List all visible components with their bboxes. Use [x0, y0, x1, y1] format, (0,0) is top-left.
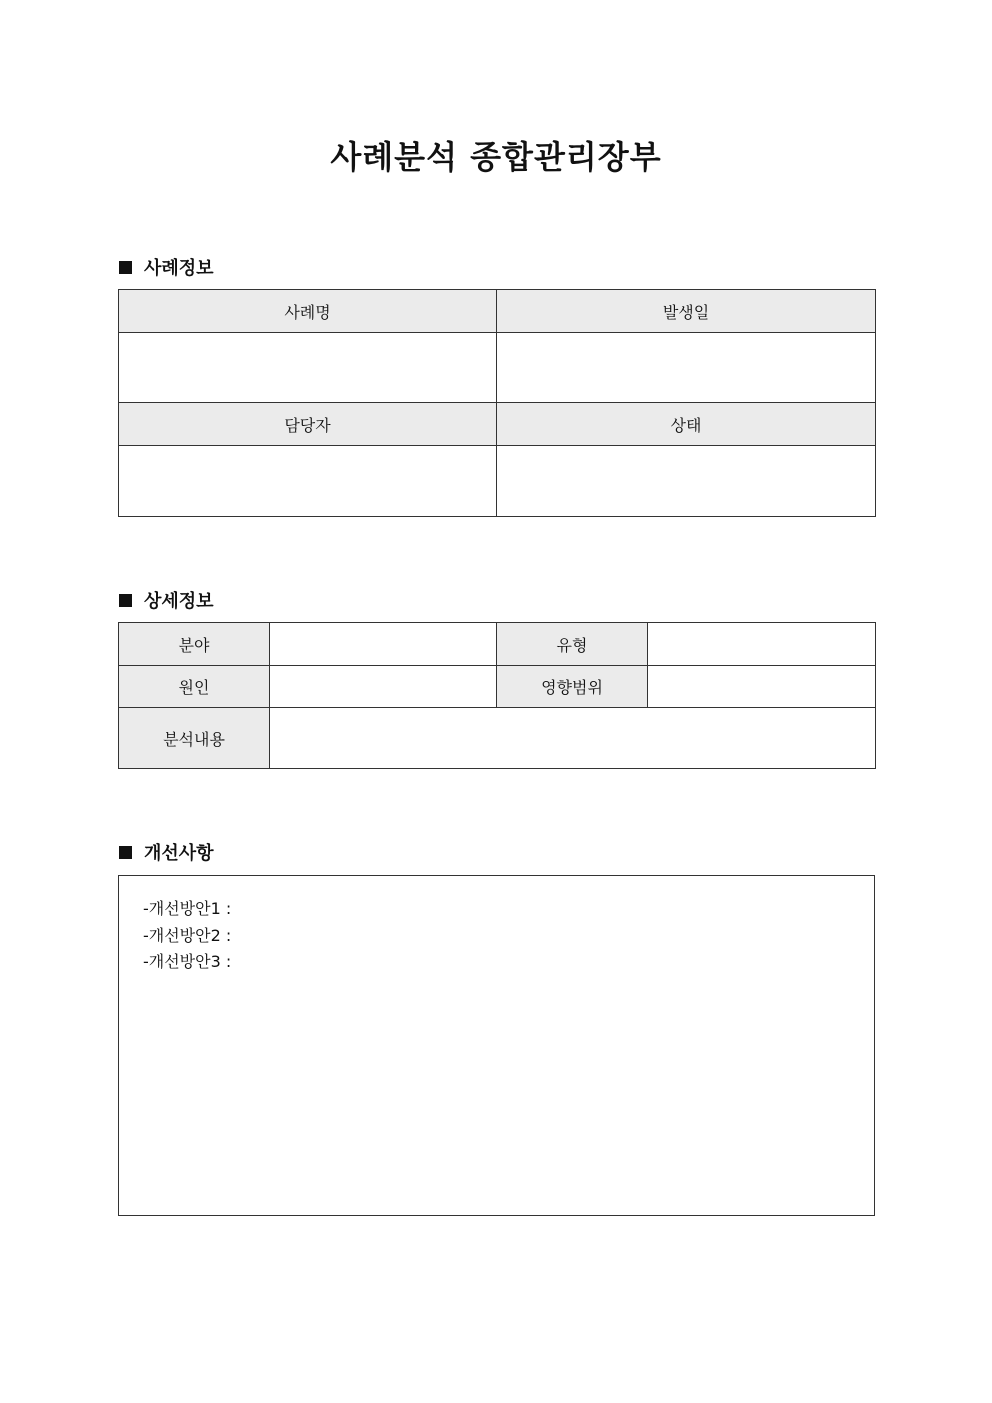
list-item: -개선방안1 :	[143, 899, 232, 918]
manager-field[interactable]	[119, 446, 497, 517]
case-name-field[interactable]	[119, 333, 497, 403]
type-value-cell[interactable]	[648, 623, 876, 666]
analysis-value-cell[interactable]	[270, 708, 876, 769]
field-value-cell[interactable]	[270, 623, 497, 666]
detail-info-table	[118, 622, 876, 769]
cause-label: 원인	[119, 666, 270, 708]
section-heading-improvements	[119, 839, 214, 865]
date-field[interactable]	[497, 333, 876, 403]
table-row	[119, 333, 876, 403]
date-label: 발생일	[497, 290, 876, 333]
section-heading-case-info	[119, 254, 214, 280]
case-name-label: 사례명	[119, 290, 497, 333]
status-label: 상태	[497, 403, 876, 446]
black-square-icon	[119, 846, 132, 859]
black-square-icon	[119, 594, 132, 607]
type-label: 유형	[497, 623, 648, 666]
section-heading-label: 상세정보	[144, 591, 214, 612]
case-info-table	[118, 289, 876, 517]
table-row	[119, 666, 876, 708]
table-row	[119, 290, 876, 333]
table-row	[119, 708, 876, 769]
manager-label: 담당자	[119, 403, 497, 446]
table-row	[119, 446, 876, 517]
section-heading-label: 개선사항	[144, 843, 214, 864]
cause-value-cell[interactable]	[270, 666, 497, 708]
section-heading-label: 사례정보	[144, 258, 214, 279]
table-row	[119, 623, 876, 666]
section-heading-detail-info	[119, 587, 214, 613]
field-label: 분야	[119, 623, 270, 666]
scope-label: 영향범위	[497, 666, 648, 708]
table-row	[119, 403, 876, 446]
scope-value-cell[interactable]	[648, 666, 876, 708]
black-square-icon	[119, 261, 132, 274]
improvements-box[interactable]	[118, 875, 875, 1216]
status-field[interactable]	[497, 446, 876, 517]
list-item: -개선방안2 :	[143, 925, 232, 945]
list-item: -개선방안3 :	[143, 952, 232, 971]
analysis-label: 분석내용	[119, 708, 270, 769]
improvements-list	[143, 896, 231, 976]
page-title: 사례분석 종합관리장부	[330, 138, 662, 176]
